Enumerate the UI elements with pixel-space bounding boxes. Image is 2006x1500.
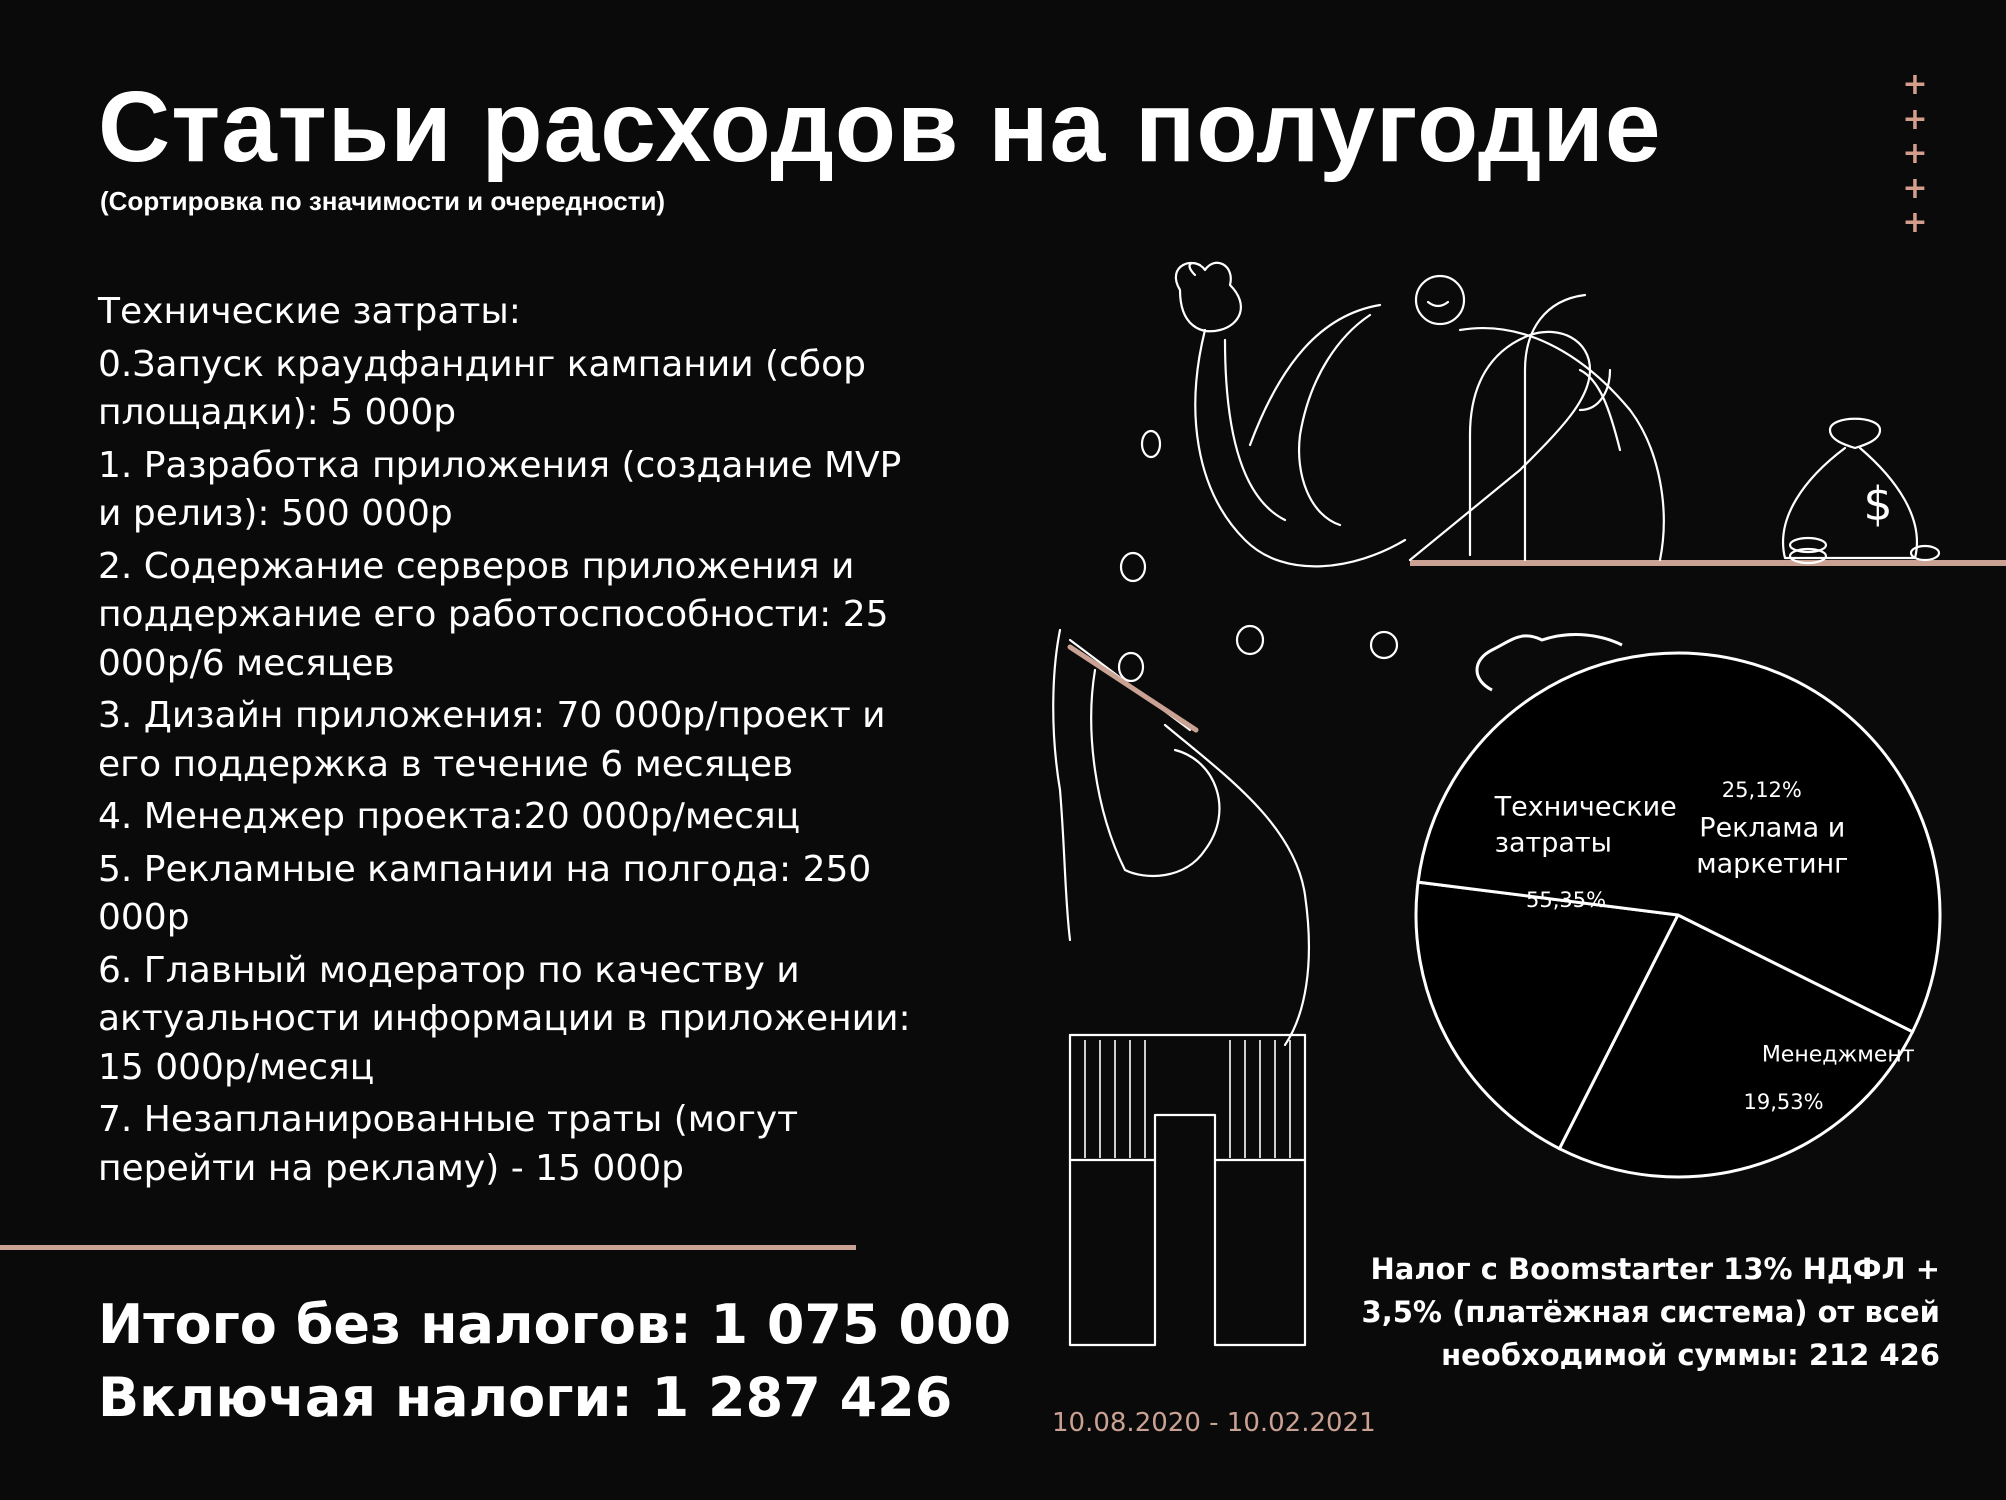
plus-icon: + [1902,67,1928,102]
coin [1371,632,1397,658]
pie-slice-label: затраты [1494,827,1612,859]
coin [1142,431,1160,457]
total-with-taxes: Включая налоги: 1 287 426 [98,1366,953,1429]
expense-item: 2. Содержание серверов приложения и поддержание его работоспособности: 25 000р/6 месяцев [98,545,889,684]
pie-slice-label: маркетинг [1696,848,1849,880]
pie-slice-label: Технические [1494,791,1677,823]
page-title: Статьи расходов на полугодие [98,71,1662,183]
page-subtitle: (Сортировка по значимости и очередности) [100,186,666,216]
expense-item: 7. Незапланированные траты (могут перейти на рекламу) - 15 000р [98,1099,799,1189]
pie-slice-label: Реклама и [1699,812,1846,844]
coin [1237,626,1263,654]
dollar-sign-icon: $ [1863,477,1893,531]
plus-icon: + [1902,101,1928,137]
coin [1119,653,1143,681]
pie-slice-value: 55,35% [1526,888,1607,913]
coin [1121,553,1145,581]
expense-item: 5. Рекламные кампании на полгода: 250 000р [98,848,872,938]
plus-icon: + [1902,170,1928,206]
pie-slice-value: 19,53% [1743,1089,1824,1114]
seated-person-head [1416,276,1464,324]
pie-slice-value: 25,12% [1721,778,1802,803]
expense-item: 0.Запуск краудфандинг кампании (сбор площадки): 5 000р [98,343,866,433]
money-bag-icon [1783,419,1939,563]
expense-item: 4. Менеджер проекта:20 000р/месяц [98,796,801,837]
plus-icon: + [1902,136,1928,171]
tax-note: Налог с Boomstarter 13% НДФЛ + 3,5% (платёжная система) от всей необходимой суммы: 212 426 [1361,1252,1940,1372]
pants-stripes [1085,1040,1290,1158]
date-range: 10.08.2020 - 10.02.2021 [1052,1408,1376,1438]
plus-icon: + [1902,205,1928,240]
coin-stick [1070,647,1196,730]
pie-slice-label: Менеджмент [1761,1042,1915,1068]
expense-item: 1. Разработка приложения (создание MVP и релиз): 500 000р [98,444,902,534]
pie-chart [1416,635,1940,1177]
total-without-taxes: Итого без налогов: 1 075 000 [98,1293,1012,1356]
expense-item: 6. Главный модератор по качеству и актуальности информации в приложении: 15 000р/месяц [98,949,911,1088]
expense-item: 3. Дизайн приложения: 70 000р/проект и его поддержка в течение 6 месяцев [98,695,886,785]
expense-list-heading: Технические затраты: [98,291,521,332]
